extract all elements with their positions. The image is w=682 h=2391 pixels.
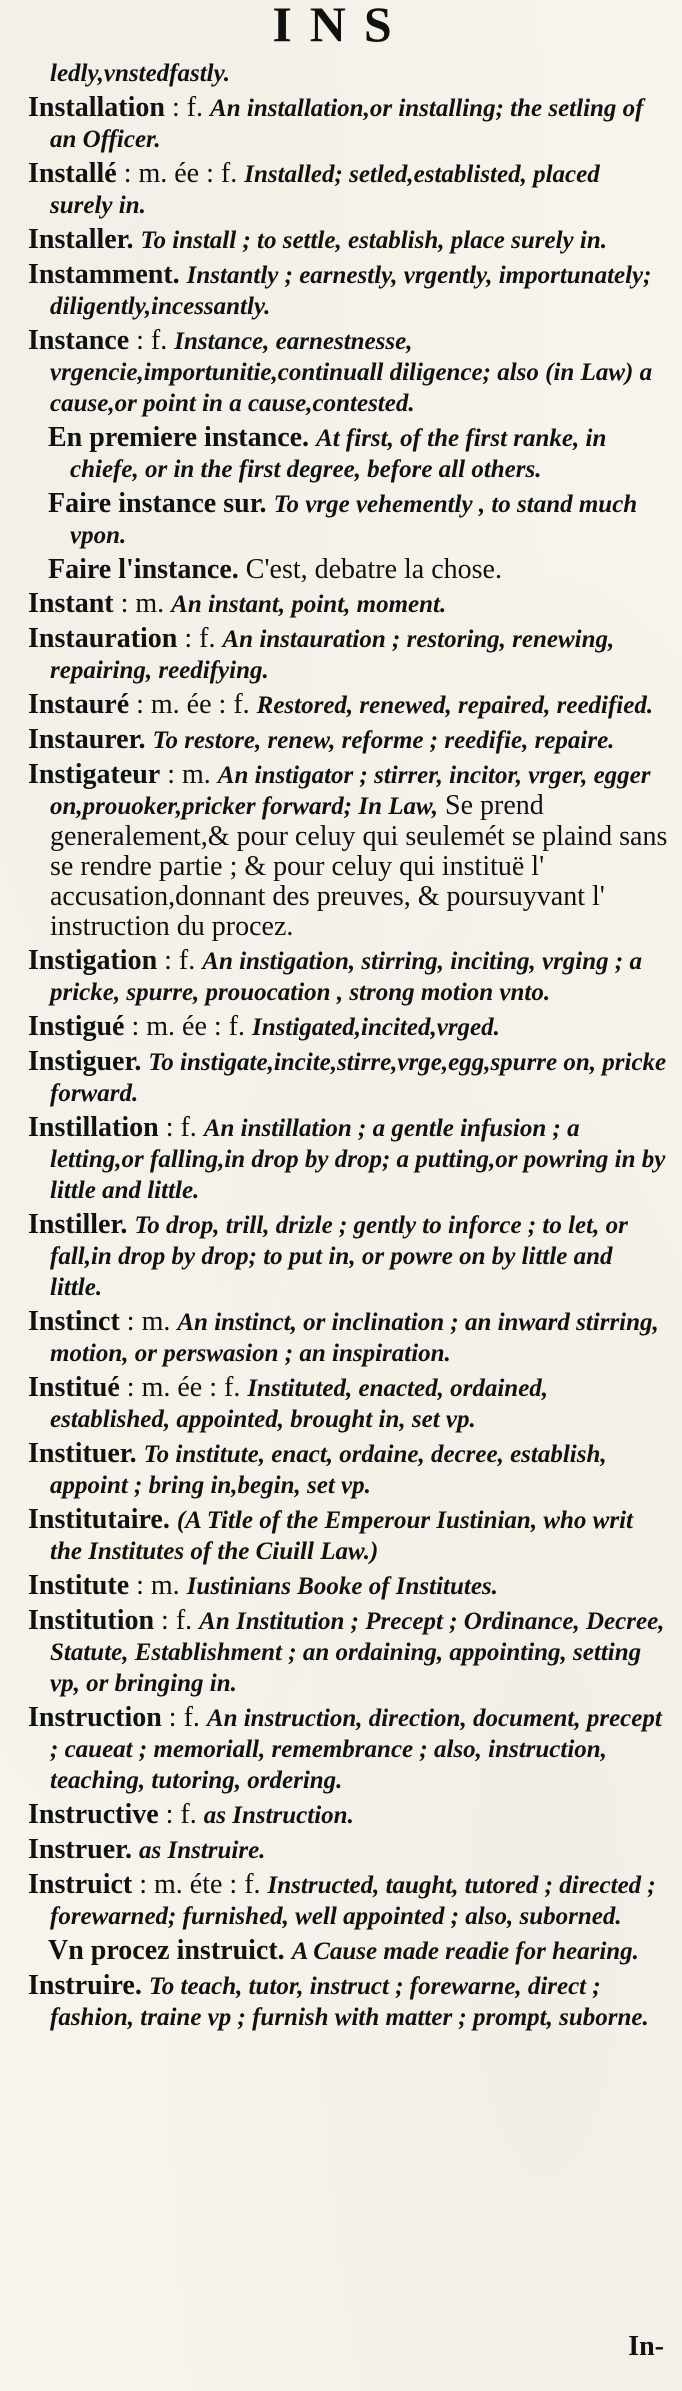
dictionary-entry [14,946,668,1008]
dictionary-entry [14,1606,668,1699]
entry-definition: An instigator ; stirrer, incitor, vrger, egger on,prouoker,pricker forward; In Law, [50,762,651,820]
dictionary-entry [14,225,668,256]
entry-grammar-label: : m. [136,1570,180,1601]
entry-headword: Instauré [28,689,130,720]
entry-headword: Instiguer. [28,1046,142,1077]
entry-headword: Instruict [28,1869,133,1900]
entry-headword: Instauration [28,623,178,654]
entry-grammar-label: : m. ée : f. [123,158,238,189]
dictionary-entry [14,58,668,89]
entry-headword: Instigation [28,945,158,976]
dictionary-entry [14,1800,668,1831]
entry-definition: An instillation ; a gentle infusion ; a letting,or falling,in drop by drop; a putting,or powring in by little and little. [50,1115,666,1204]
entry-headword: Instituer. [28,1438,137,1469]
entry-headword: Faire l'instance. [48,554,239,585]
dictionary-entry [14,589,668,620]
entry-headword: Institutaire. [28,1504,170,1535]
entry-grammar-label: : m. [126,1306,171,1337]
entry-definition: as Instruire. [138,1837,266,1864]
entry-definition: An instruction, direction, document, precept ; caueat ; memoriall, remembrance ; also, instruction, teaching, tutoring, ordering. [50,1705,662,1794]
dictionary-entry [14,760,668,942]
entry-headword: Instamment. [28,259,180,290]
entry-headword: Instructive [28,1799,159,1830]
dictionary-entry [14,1971,668,2033]
dictionary-entry [14,1505,668,1567]
dictionary-entry [14,624,668,686]
dictionary-entry [14,159,668,221]
entry-definition: An installation,or installing; the setling of an Officer. [50,95,644,153]
entry-definition: To restore, renew, reforme ; reedifie, repaire. [152,727,615,754]
entry-headword: Instillation [28,1112,159,1143]
dictionary-entry [14,489,668,551]
entry-headword: Installer. [28,224,134,255]
dictionary-entry [14,1113,668,1206]
entry-definition: An instinct, or inclination ; an inward stirring, motion, or perswasion ; an inspiration. [50,1309,659,1367]
entry-grammar-label: C'est, debatre la chose. [245,554,502,585]
entry-definition: Instantly ; earnestly, vrgently, importunately; diligently,incessantly. [50,262,652,320]
entry-grammar-label: : f. [136,325,168,356]
dictionary-entry [14,1210,668,1303]
entry-definition: At first, of the first ranke, in chiefe, or in the first degree, before all others. [70,425,607,483]
dictionary-entry [14,1307,668,1369]
entry-grammar-label: : f. [161,1605,193,1636]
entry-definition: as Instruction. [203,1802,354,1829]
entry-definition: Installed; setled,establisted, placed surely in. [50,161,600,219]
entries-column [0,58,682,2391]
entry-headword: Faire instance sur. [48,488,267,519]
entry-definition: To vrge vehemently , to stand much vpon. [70,491,638,549]
dictionary-entry [14,1835,668,1866]
entry-definition: Iustinians Booke of Institutes. [186,1573,498,1600]
entry-headword: Instigué [28,1011,125,1042]
entry-definition: To institute, enact, ordaine, decree, establish, appoint ; bring in,begin, set vp. [50,1441,607,1499]
entry-grammar-label: : m. éte : f. [139,1869,261,1900]
dictionary-entry [14,1439,668,1501]
entry-definition: To instigate,incite,stirre,vrge,egg,spurre on, pricke forward. [50,1049,667,1107]
entry-headword: Instance [28,325,130,356]
entry-grammar-label: : m. [120,588,165,619]
dictionary-entry [14,1012,668,1043]
entry-french-gloss: Se prend generalement,& pour celuy qui seulemét se plaind sans se rendre partie ; & pour celuy qui instituë l' accusation,donnant des preuves, & poursuyvant l' instruction du procez. [50,790,668,942]
entry-definition: An instigation, stirring, inciting, vrging ; a pricke, spurre, prouocation , strong motion vnto. [50,948,642,1006]
dictionary-entry [14,326,668,419]
entry-definition: A Cause made readie for hearing. [291,1938,639,1965]
entry-grammar-label: : f. [164,945,196,976]
entry-definition: (A Title of the Emperour Iustinian, who writ the Institutes of the Ciuill Law.) [50,1507,633,1565]
entry-definition: An instauration ; restoring, renewing, repairing, reedifying. [50,626,615,684]
entry-grammar-label: : f. [165,1799,197,1830]
entry-grammar-label: : f. [184,623,216,654]
entry-headword: En premiere instance. [48,422,310,453]
entry-definition: Instigated,incited,vrged. [252,1014,500,1041]
dictionary-entry [14,260,668,322]
dictionary-entry [14,1047,668,1109]
entry-headword: Vn procez instruict. [48,1935,285,1966]
dictionary-entry [14,423,668,485]
entry-headword: Institute [28,1570,130,1601]
entry-headword: Instruer. [28,1834,132,1865]
entry-definition: To install ; to settle, establish, place surely in. [140,227,608,254]
entry-definition: Instance, earnestnesse, vrgencie,importunitie,continuall diligence; also (in Law) a cause,or point in a cause,contested. [50,328,653,417]
entry-headword: Instruction [28,1702,162,1733]
entry-headword: Institution [28,1605,155,1636]
entry-definition: To drop, trill, drizle ; gently to inforce ; to let, or fall,in drop by drop; to put in, or powre on by little and little. [50,1212,628,1301]
entry-grammar-label: : f. [168,1702,200,1733]
entry-definition: Restored, renewed, repaired, reedified. [256,692,654,719]
entry-headword: Institué [28,1372,120,1403]
dictionary-entry [14,1373,668,1435]
entry-headword: Instiller. [28,1209,128,1240]
entry-definition: Instructed, taught, tutored ; directed ; forewarned; furnished, well appointed ; also, suborned. [50,1872,656,1930]
entry-headword: Instaurer. [28,724,146,755]
entry-grammar-label: : f. [171,92,204,123]
running-head: INS [272,0,410,52]
dictionary-entry [14,1703,668,1796]
entry-headword: Instant [28,588,114,619]
entry-definition: An instant, point, moment. [171,591,447,618]
entry-headword: Instruire. [28,1970,142,2001]
entry-definition: To teach, tutor, instruct ; forewarne, direct ; fashion, traine vp ; furnish with matter ; prompt, suborne. [50,1973,649,2031]
entry-headword: Instinct [28,1306,120,1337]
entry-grammar-label: : m. [167,759,211,790]
dictionary-entry [14,1936,668,1967]
entry-headword: Installation [28,92,165,123]
dictionary-entry [14,93,668,155]
entry-grammar-label: : m. ée : f. [131,1011,245,1042]
entry-definition: An Institution ; Precept ; Ordinance, Decree, Statute, Establishment ; an ordaining, appointing, setting vp, or bringing in. [50,1608,665,1697]
entry-headword: Installé [28,158,117,189]
dictionary-entry [14,1571,668,1602]
dictionary-entry [14,1870,668,1932]
catchword: In- [628,2331,664,2362]
entry-grammar-label: : m. ée : f. [126,1372,241,1403]
dictionary-entry [14,555,668,585]
dictionary-entry [14,725,668,756]
entry-grammar-label: : f. [165,1112,197,1143]
entry-definition: ledly,vnstedfastly. [50,60,231,87]
entry-definition: Instituted, enacted, ordained, established, appointed, brought in, set vp. [50,1375,549,1433]
entry-headword: Instigateur [28,759,161,790]
dictionary-entry [14,690,668,721]
entry-grammar-label: : m. ée : f. [136,689,250,720]
